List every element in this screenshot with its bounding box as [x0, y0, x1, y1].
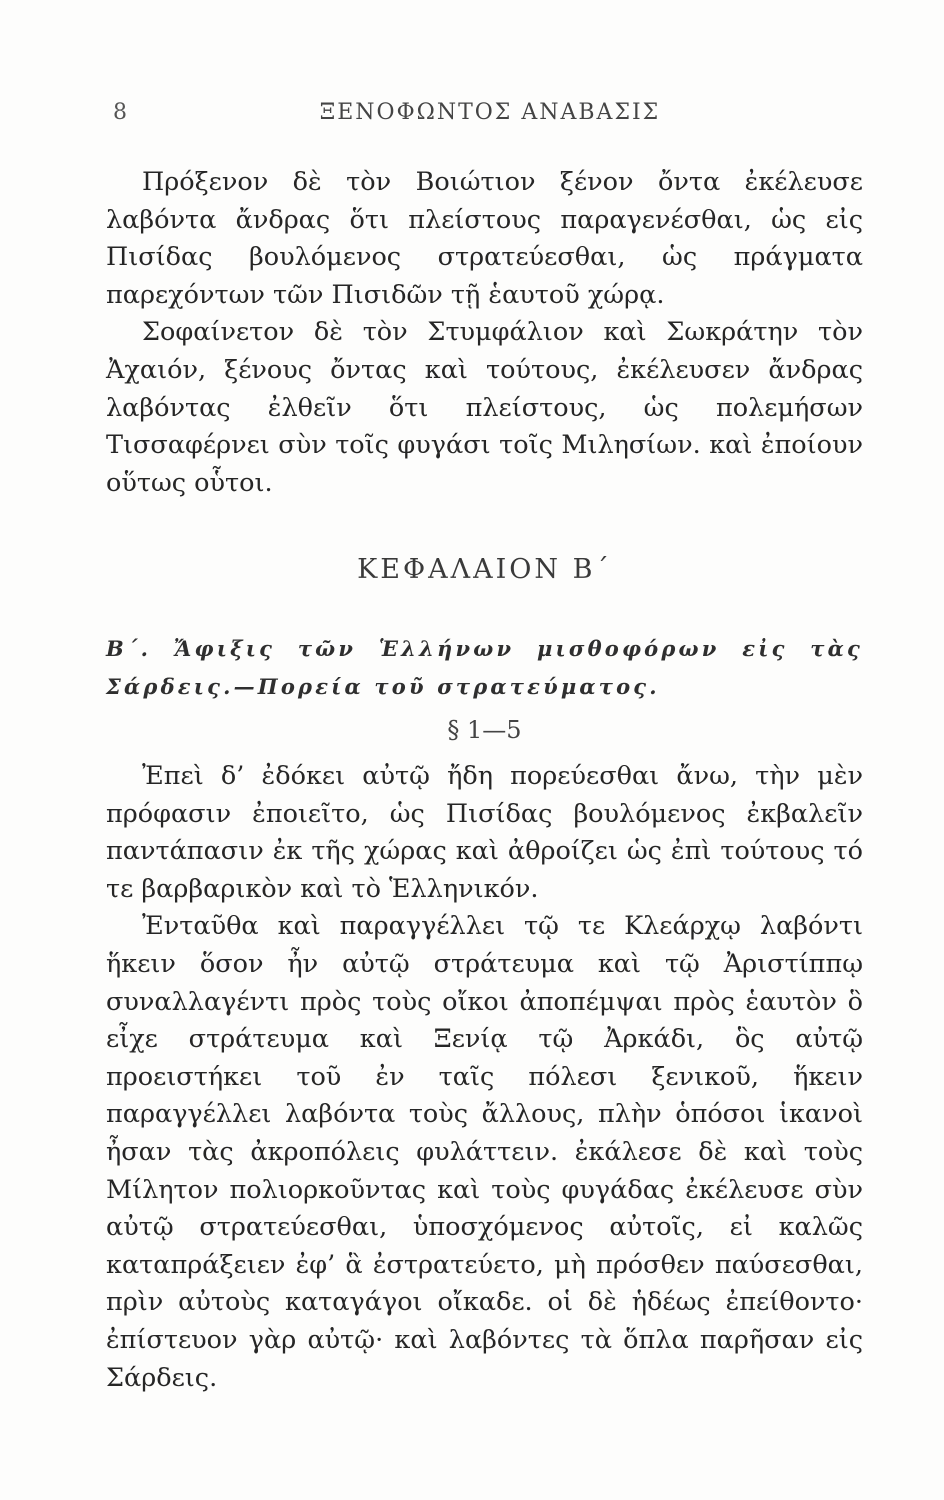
- chapter-heading: ΚΕΦΑΛΑΙΟΝ Β΄: [357, 554, 612, 585]
- running-title: ΞΕΝΟΦΩΝΤΟΣ ΑΝΑΒΑΣΙΣ: [319, 100, 661, 125]
- paragraph: Σοφαίνετον δὲ τὸν Στυμφάλιον καὶ Σωκράτην τὸν Ἀχαιόν, ξένους ὄντας καὶ τούτους, ἐκέλευσεν ἄνδρας λαβόντας ἐλθεῖν ὅτι πλείστους, ὡς πολεμήσων Τισσαφέρνει σὺν τοῖς φυγάσι τοῖς Μιλησίων. καὶ ἐποίουν οὕτως οὗτοι.: [106, 317, 863, 498]
- text-block-top: [106, 164, 863, 502]
- text-block-bottom: [106, 758, 863, 1397]
- paragraph: Πρόξενον δὲ τὸν Βοιώτιον ξένον ὄντα ἐκέλευσε λαβόντα ἄνδρας ὅτι πλείστους παραγενέσθαι, ὡς εἰς Πισίδας βουλόμενος στρατεύεσθαι, ὡς πράγματα παρεχόντων τῶν Πισιδῶν τῇ ἑαυτοῦ χώρᾳ.: [106, 167, 863, 310]
- paragraph: Ἐπεὶ δ’ ἐδόκει αὐτῷ ἤδη πορεύεσθαι ἄνω, τὴν μὲν πρόφασιν ἐποιεῖτο, ὡς Πισίδας βουλόμενος ἐκβαλεῖν παντάπασιν ἐκ τῆς χώρας καὶ ἀθροίζει ὡς ἐπὶ τούτους τό τε βαρβαρικὸν καὶ τὸ Ἑλληνικόν.: [106, 761, 863, 904]
- chapter-summary: Β΄. Ἄφιξις τῶν Ἑλλήνων μισθοφόρων εἰς τὰς Σάρδεις.—Πορεία τοῦ στρατεύματος.: [106, 636, 863, 699]
- section-mark: § 1—5: [447, 716, 522, 744]
- paragraph: Ἐνταῦθα καὶ παραγγέλλει τῷ τε Κλεάρχῳ λαβόντι ἥκειν ὅσον ἦν αὐτῷ στράτευμα καὶ τῷ Ἀριστίππῳ συναλλαγέντι πρὸς τοὺς οἴκοι ἀποπέμψαι πρὸς ἑαυτὸν ὃ εἶχε στράτευμα καὶ Ξενίᾳ τῷ Ἀρκάδι, ὃς αὐτῷ προειστήκει τοῦ ἐν ταῖς πόλεσι ξενικοῦ, ἥκειν παραγγέλλει λαβόντα τοὺς ἄλλους, πλὴν ὁπόσοι ἱκανοὶ ἦσαν τὰς ἀκροπόλεις φυλάττειν. ἐκάλεσε δὲ καὶ τοὺς Μίλητον πολιορκοῦντας καὶ τοὺς φυγάδας ἐκέλευσε σὺν αὐτῷ στρατεύεσθαι, ὑποσχόμενος αὐτοῖς, εἰ καλῶς καταπράξειεν ἐφ’ ἃ ἐστρατεύετο, μὴ πρόσθεν παύσεσθαι, πρὶν αὐτοὺς καταγάγοι οἴκαδε. οἱ δὲ ἡδέως ἐπείθοντο· ἐπίστευον γὰρ αὐτῷ· καὶ λαβόντες τὰ ὅπλα παρῆσαν εἰς Σάρδεις.: [106, 911, 863, 1393]
- page-number: 8: [113, 100, 127, 125]
